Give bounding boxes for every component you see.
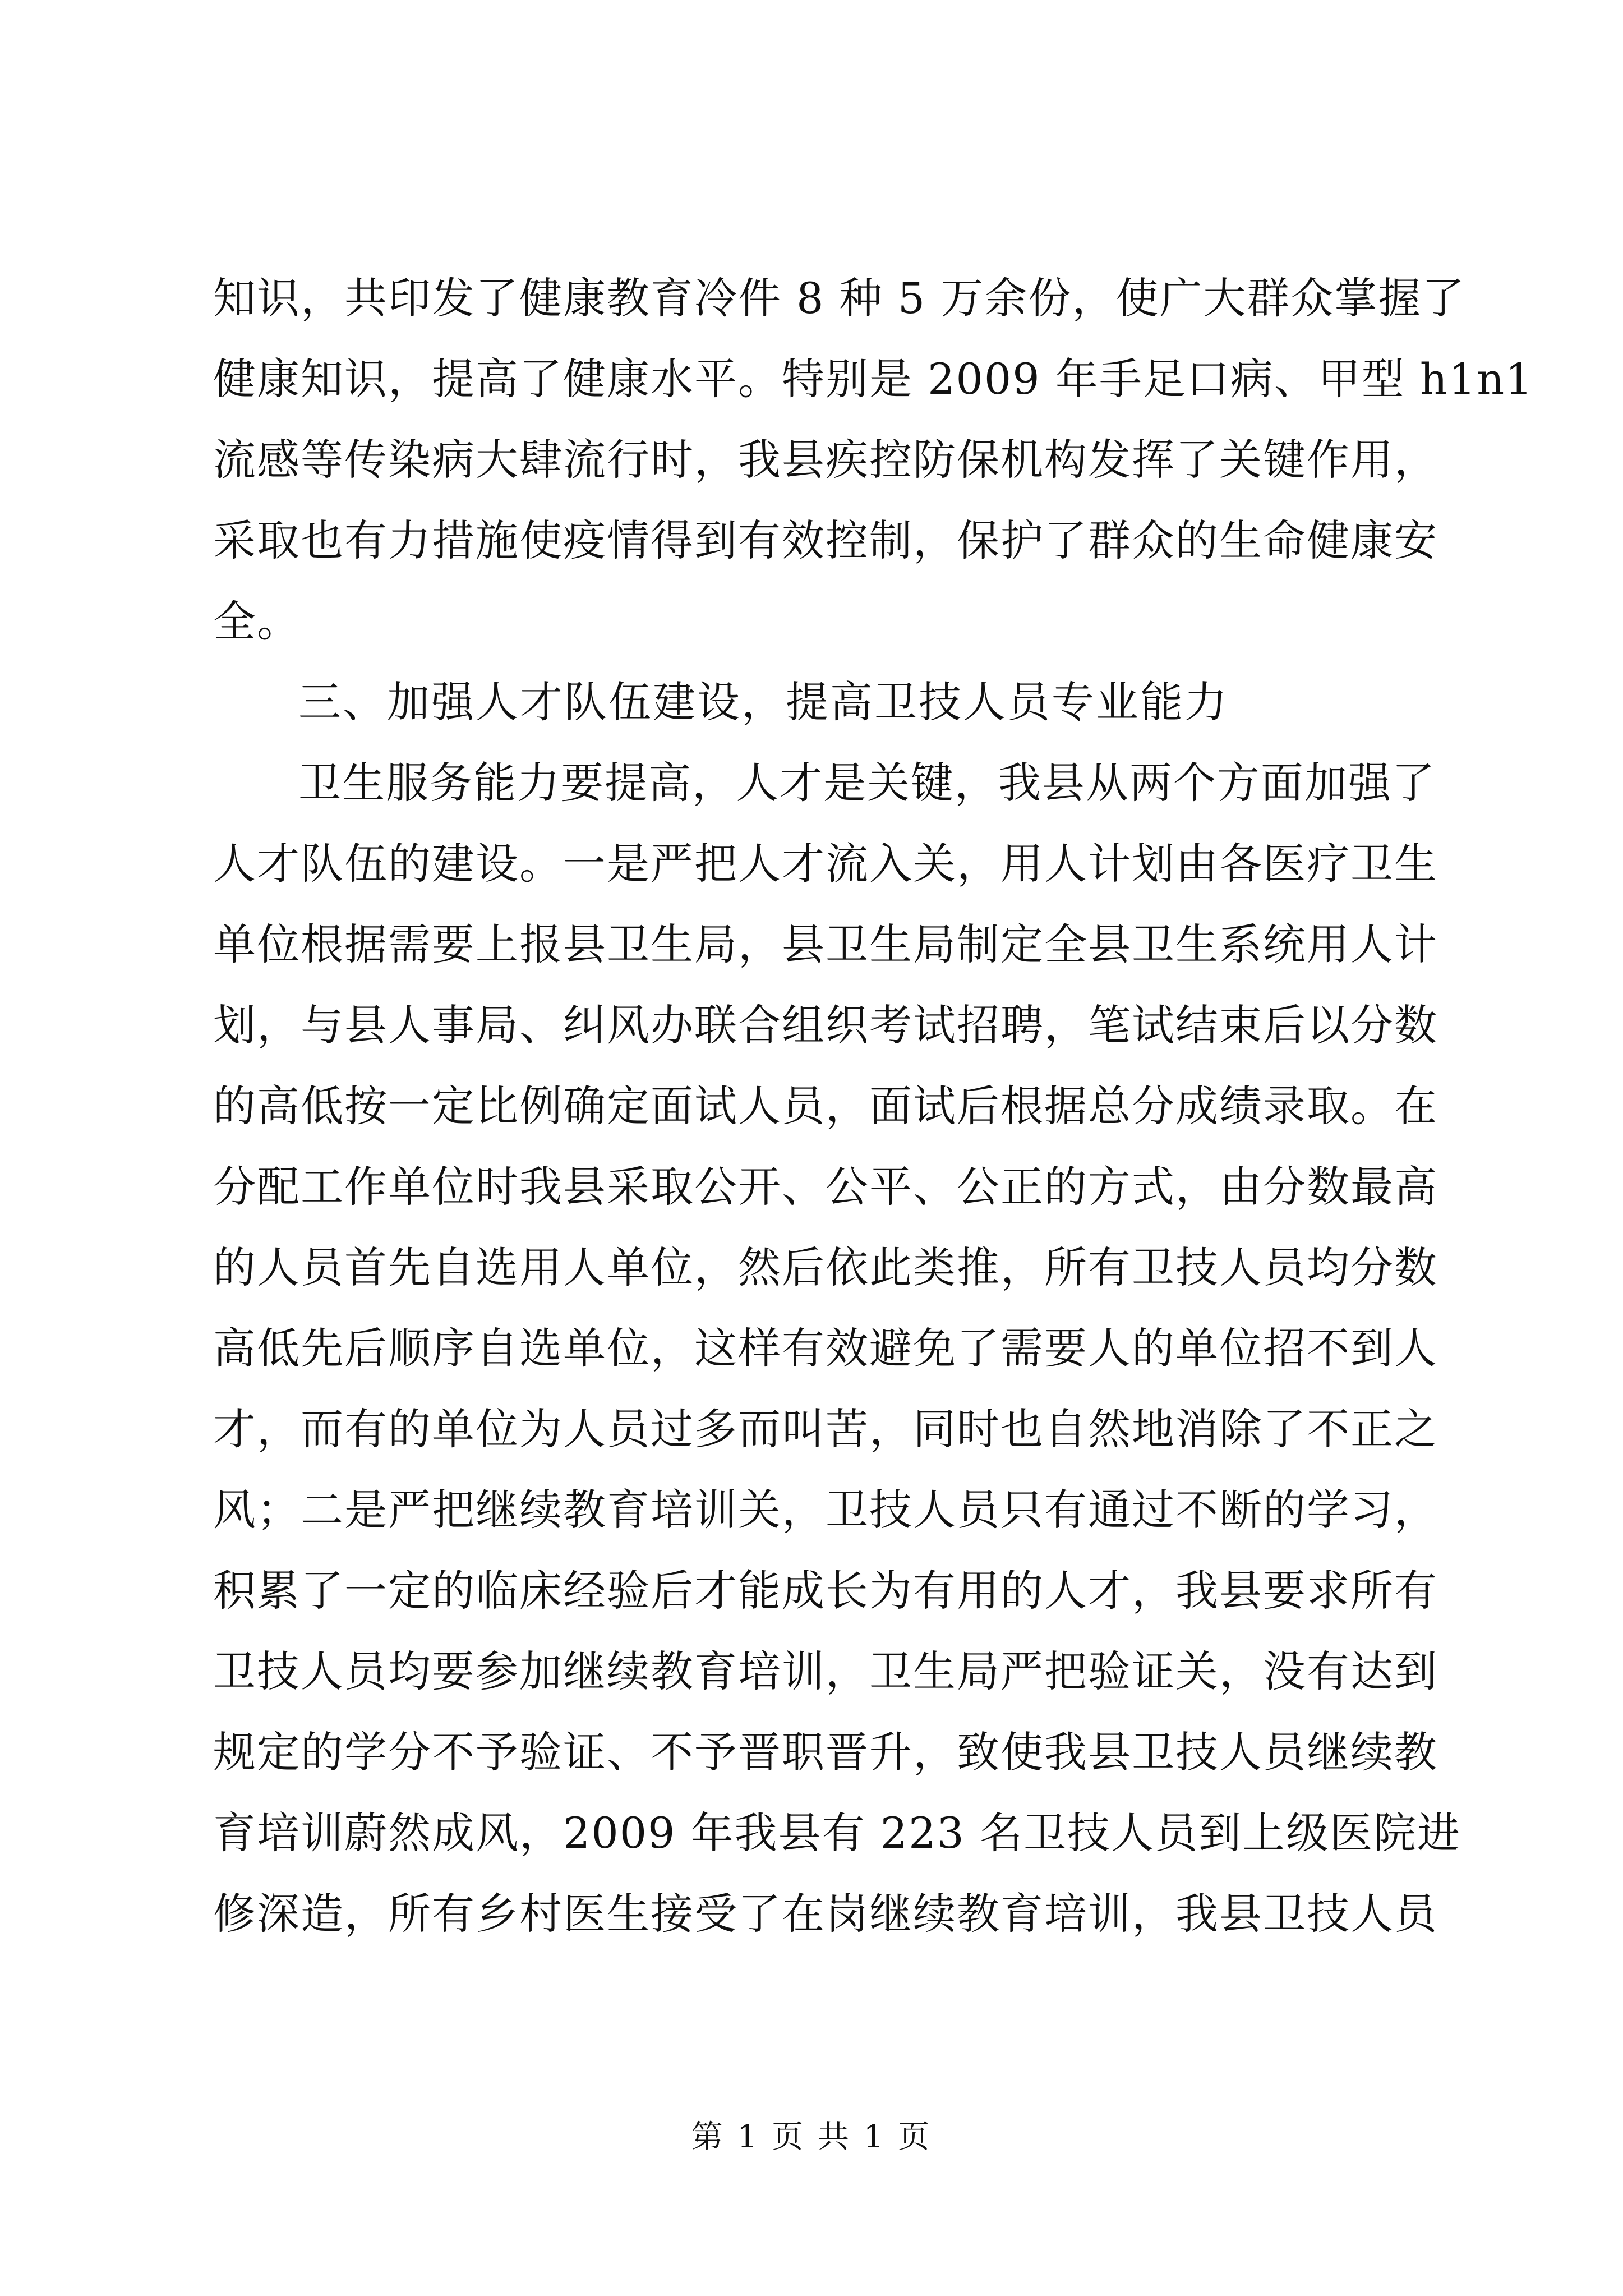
paragraph-line: 风；二是严把继续教育培训关，卫技人员只有通过不断的学习， <box>213 1485 1438 1535</box>
body-line: 全。 <box>213 596 301 646</box>
body-line: 健康知识，提高了健康水平。特别是 2009 年手足口病、甲型 h1n1 <box>213 354 1534 404</box>
page-footer: 第 1 页 共 1 页 <box>691 2119 932 2155</box>
paragraph-line: 积累了一定的临床经验后才能成长为有用的人才，我县要求所有 <box>213 1566 1438 1616</box>
document-body <box>213 258 1534 1954</box>
paragraph-line: 划，与县人事局、纠风办联合组织考试招聘，笔试结束后以分数 <box>213 1000 1438 1050</box>
body-line: 采取也有力措施使疫情得到有效控制，保护了群众的生命健康安 <box>213 516 1438 565</box>
paragraph-line: 的高低按一定比例确定面试人员，面试后根据总分成绩录取。在 <box>213 1081 1438 1131</box>
paragraph-line: 规定的学分不予验证、不予晋职晋升，致使我县卫技人员继续教 <box>213 1727 1438 1777</box>
paragraph-line: 育培训蔚然成风，2009 年我县有 223 名卫技人员到上级医院进 <box>213 1808 1461 1858</box>
paragraph-line: 修深造，所有乡村医生接受了在岗继续教育培训，我县卫技人员 <box>213 1889 1438 1939</box>
section-heading: 三、加强人才队伍建设，提高卫技人员专业能力 <box>298 677 1229 727</box>
body-line: 流感等传染病大肆流行时，我县疾控防保机构发挥了关键作用， <box>213 435 1438 485</box>
paragraph-line: 高低先后顺序自选单位，这样有效避免了需要人的单位招不到人 <box>213 1323 1438 1373</box>
paragraph-line: 单位根据需要上报县卫生局，县卫生局制定全县卫生系统用人计 <box>213 919 1438 969</box>
paragraph-line: 的人员首先自选用人单位，然后依此类推，所有卫技人员均分数 <box>213 1243 1438 1292</box>
body-line: 知识，共印发了健康教育冷件 8 种 5 万余份，使广大群众掌握了 <box>213 273 1466 323</box>
paragraph-line: 卫生服务能力要提高，人才是关键，我县从两个方面加强了 <box>298 758 1436 808</box>
paragraph-line: 人才队伍的建设。一是严把人才流入关，用人计划由各医疗卫生 <box>213 839 1438 889</box>
paragraph-line: 分配工作单位时我县采取公开、公平、公正的方式，由分数最高 <box>213 1162 1438 1212</box>
paragraph-line: 才，而有的单位为人员过多而叫苦，同时也自然地消除了不正之 <box>213 1404 1438 1454</box>
paragraph-line: 卫技人员均要参加继续教育培训，卫生局严把验证关，没有达到 <box>213 1646 1438 1696</box>
